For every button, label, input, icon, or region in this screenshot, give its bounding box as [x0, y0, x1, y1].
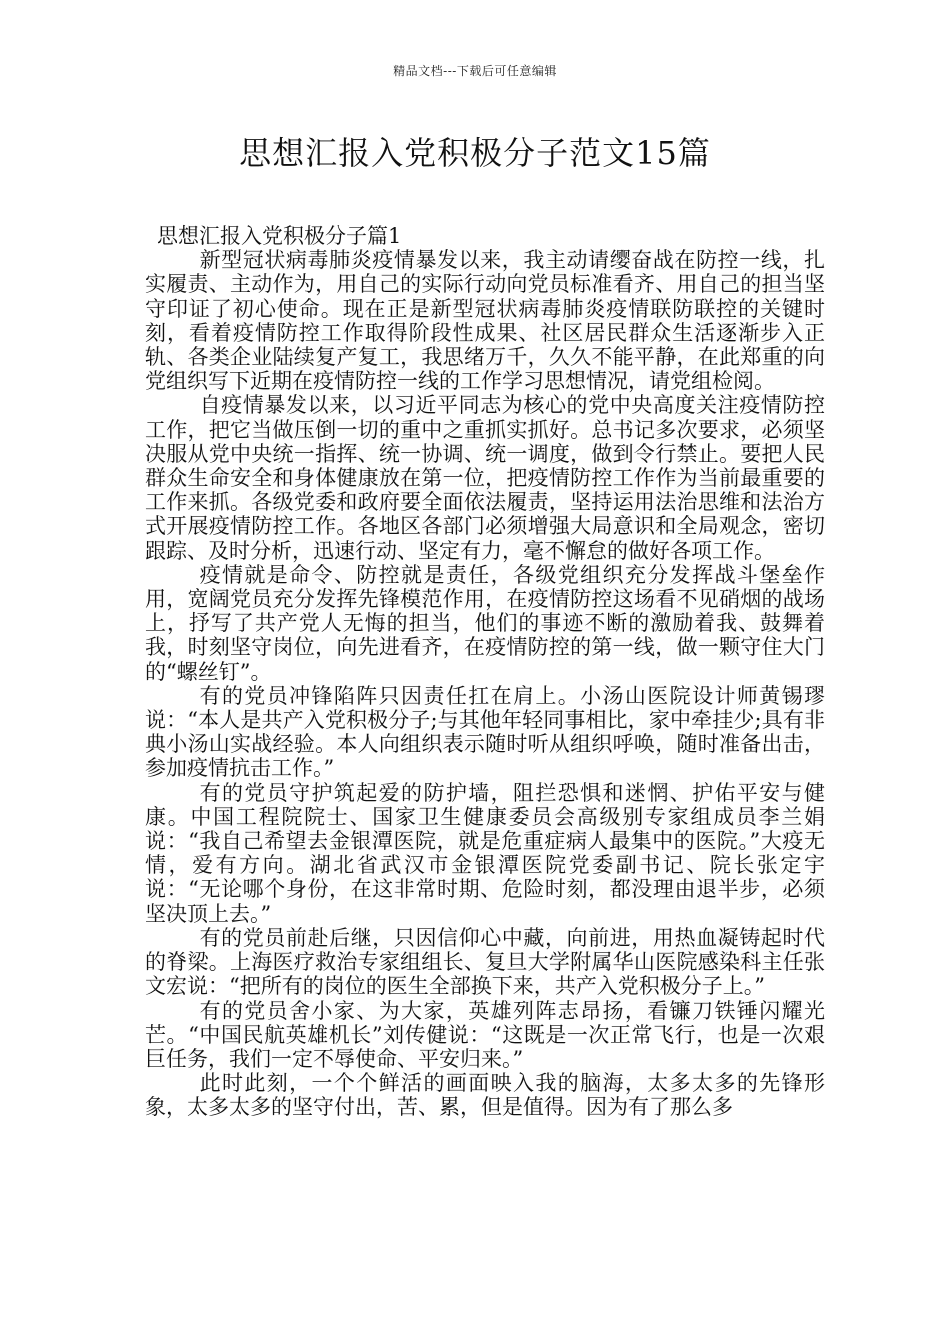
section-heading: 思想汇报入党积极分子篇1: [157, 224, 402, 248]
paragraph: 有的党员舍小家、为大家，英雄列阵志昂扬，看镰刀铁锤闪耀光芒。“中国民航英雄机长”刘传健说：“这既是一次正常飞行，也是一次艰巨任务，我们一定不辱使命、平安归来。”: [145, 998, 825, 1071]
paragraph: 有的党员冲锋陷阵只因责任扛在肩上。小汤山医院设计师黄锡璆说：“本人是共产入党积极分子;与其他年轻同事相比，家中牵挂少;具有非典小汤山实战经验。本人向组织表示随时听从组织呼唤，随时准备出击，参加疫情抗击工作。”: [145, 683, 825, 781]
header-note: 精品文档---下载后可任意编辑: [393, 64, 557, 78]
document-body: [145, 224, 825, 1120]
paragraph: 有的党员前赴后继，只因信仰心中藏，向前进，用热血凝铸起时代的脊梁。上海医疗救治专家组组长、复旦大学附属华山医院感染科主任张文宏说：“把所有的岗位的医生全部换下来，共产入党积极分子上。”: [145, 925, 825, 999]
paragraph: 有的党员守护筑起爱的防护墙，阻拦恐惧和迷惘、护佑平安与健康。中国工程院院士、国家卫生健康委员会高级别专家组成员李兰娟说：“我自己希望去金银潭医院，就是危重症病人最集中的医院。”大疫无情，爱有方向。湖北省武汉市金银潭医院党委副书记、院长张定宇说：“无论哪个身份，在这非常时期、危险时刻，都没理由退半步，必须坚决顶上去。”: [145, 780, 825, 926]
paragraph: 疫情就是命令、防控就是责任，各级党组织充分发挥战斗堡垒作用，宽阔党员充分发挥先锋模范作用，在疫情防控这场看不见硝烟的战场上，抒写了共产党人无悔的担当，他们的事迹不断的激励着我、鼓舞着我，时刻坚守岗位，向先进看齐，在疫情防控的第一线，做一颗守住大门的“螺丝钉”。: [145, 562, 825, 684]
paragraph: 此时此刻，一个个鲜活的画面映入我的脑海，太多太多的先锋形象，太多太多的坚守付出，苦、累，但是值得。因为有了那么多: [145, 1071, 825, 1120]
paragraph: 新型冠状病毒肺炎疫情暴发以来，我主动请缨奋战在防控一线，扎实履责、主动作为，用自己的实际行动向党员标准看齐、用自己的担当坚守印证了初心使命。现在正是新型冠状病毒肺炎疫情联防联控的关键时刻，看着疫情防控工作取得阶段性成果、社区居民群众生活逐渐步入正轨、各类企业陆续复产复工，我思绪万千，久久不能平静，在此郑重的向党组织写下近期在疫情防控一线的工作学习思想情况，请党组检阅。: [145, 248, 825, 394]
paragraph: 自疫情暴发以来，以习近平同志为核心的党中央高度关注疫情防控工作，把它当做压倒一切的重中之重抓实抓好。总书记多次要求，必须坚决服从党中央统一指挥、统一协调、统一调度，做到令行禁止。要把人民群众生命安全和身体健康放在第一位，把疫情防控工作作为当前最重要的工作来抓。各级党委和政府要全面依法履责，坚持运用法治思维和法治方式开展疫情防控工作。各地区各部门必须增强大局意识和全局观念，密切跟踪、及时分析，迅速行动、坚定有力，毫不懈怠的做好各项工作。: [145, 393, 825, 563]
document-title: 思想汇报入党积极分子范文15篇: [239, 134, 711, 172]
